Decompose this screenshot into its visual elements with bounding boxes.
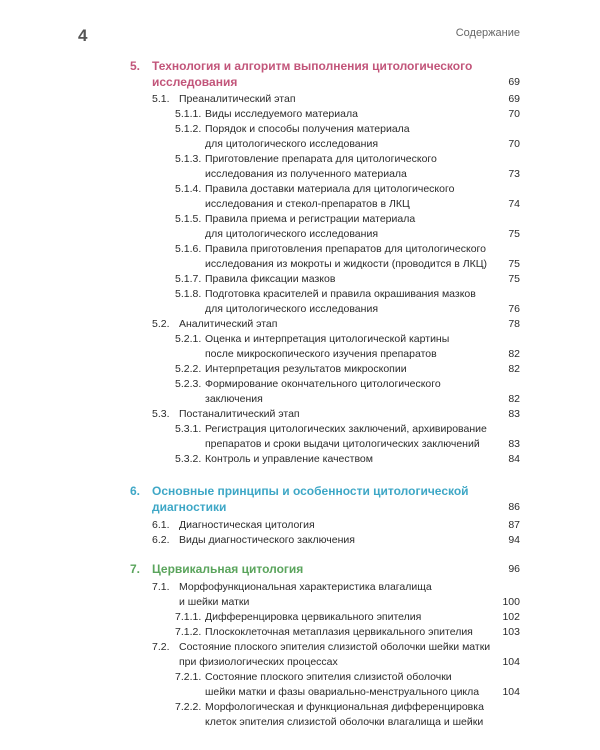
toc-subsection-title-cont: для цитологического исследования (205, 138, 378, 150)
toc-section-5-1[interactable] (152, 92, 520, 106)
toc-page-number: 94 (508, 534, 520, 546)
toc-page-number: 83 (508, 438, 520, 450)
toc-subsection-number: 5.1.2. (175, 123, 202, 135)
toc-subsection-5-2-3[interactable] (175, 377, 520, 391)
toc-section-title: Постаналитический этап (179, 408, 300, 420)
toc-subsection-title: Правила доставки материала для цитологического (205, 183, 455, 195)
toc-subsection-5-1-1[interactable] (175, 107, 520, 121)
toc-subsection-5-2-1-cont[interactable] (205, 347, 520, 361)
toc-subsection-number: 7.1.2. (175, 626, 202, 638)
toc-chapter-title: Цервикальная цитология (152, 562, 304, 576)
toc-page-number: 73 (508, 168, 520, 180)
toc-page-number: 78 (508, 318, 520, 330)
toc-page-number: 104 (502, 686, 520, 698)
toc-page-number: 76 (508, 303, 520, 315)
toc-page-number: 75 (508, 228, 520, 240)
toc-subsection-number: 5.1.5. (175, 213, 202, 225)
running-title: Содержание (455, 27, 520, 39)
toc-subsection-5-1-8-cont[interactable] (205, 302, 520, 316)
toc-subsection-5-1-5[interactable] (175, 212, 520, 226)
toc-subsection-5-2-2[interactable] (175, 362, 520, 376)
toc-section-title: Диагностическая цитология (179, 519, 315, 531)
toc-chapter-7[interactable] (130, 561, 520, 577)
toc-section-number: 6.1. (152, 519, 170, 531)
toc-section-number: 5.1. (152, 93, 170, 105)
toc-page-number: 69 (508, 93, 520, 105)
toc-subsection-5-3-1[interactable] (175, 422, 520, 436)
toc-subsection-number: 5.2.2. (175, 363, 202, 375)
toc-page-number: 82 (508, 348, 520, 360)
toc-subsection-5-3-1-cont[interactable] (205, 437, 520, 451)
toc-subsection-7-1-2[interactable] (175, 625, 520, 639)
toc-section-5-2[interactable] (152, 317, 520, 331)
toc-section-7-2[interactable] (152, 640, 520, 654)
toc-section-6-2[interactable] (152, 533, 520, 547)
toc-subsection-5-1-6-cont[interactable] (205, 257, 520, 271)
toc-subsection-title-cont: исследования из мокроты и жидкости (проводится в ЛКЦ) (205, 258, 488, 270)
toc-section-title-cont: при физиологических процессах (179, 656, 338, 668)
toc-subsection-title: Приготовление препарата для цитологического (205, 153, 437, 165)
toc-subsection-title: Правила приема и регистрации материала (205, 213, 416, 225)
toc-subsection-number: 5.3.1. (175, 423, 202, 435)
page-number: 4 (78, 26, 88, 45)
toc-subsection-number: 5.1.1. (175, 108, 202, 120)
toc-subsection-5-1-4-cont[interactable] (205, 197, 520, 211)
toc-subsection-number: 7.2.2. (175, 701, 202, 713)
toc-page-number: 69 (508, 76, 520, 88)
toc-page-number: 102 (502, 611, 520, 623)
toc-section-6-1[interactable] (152, 518, 520, 532)
toc-page-number: 87 (508, 519, 520, 531)
toc-chapter-title-cont: диагностики (152, 500, 227, 514)
toc-chapter-6-cont[interactable] (152, 499, 520, 515)
toc-section-7-1[interactable] (152, 580, 520, 594)
toc-page-number: 82 (508, 393, 520, 405)
toc-subsection-7-1-1[interactable] (175, 610, 520, 624)
toc-section-number: 6.2. (152, 534, 170, 546)
toc-section-title-cont: и шейки матки (179, 596, 250, 608)
toc-subsection-number: 7.1.1. (175, 611, 202, 623)
toc-subsection-5-2-3-cont[interactable] (205, 392, 520, 406)
toc-subsection-number: 5.1.3. (175, 153, 202, 165)
toc-chapter-title: Основные принципы и особенности цитологической (152, 484, 469, 498)
toc-subsection-number: 5.3.2. (175, 453, 202, 465)
toc-section-number: 7.1. (152, 581, 170, 593)
toc-page-number: 82 (508, 363, 520, 375)
toc-section-title: Морфофункциональная характеристика влагалища (179, 581, 432, 593)
toc-page-number: 100 (502, 596, 520, 608)
toc-section-7-1-cont[interactable] (179, 595, 520, 609)
toc-page-number: 75 (508, 258, 520, 270)
toc-page-number: 74 (508, 198, 520, 210)
toc-subsection-title-cont: исследования из полученного материала (205, 168, 407, 180)
toc-section-title: Преаналитический этап (179, 93, 296, 105)
toc-subsection-number: 7.2.1. (175, 671, 202, 683)
toc-subsection-5-1-4[interactable] (175, 182, 520, 196)
toc-chapter-5-cont[interactable] (152, 74, 520, 90)
toc-subsection-title-cont: для цитологического исследования (205, 303, 378, 315)
toc-subsection-title: Состояние плоского эпителия слизистой оболочки (205, 671, 452, 683)
toc-section-title: Аналитический этап (179, 318, 278, 330)
toc-section-number: 7.2. (152, 641, 170, 653)
toc-subsection-number: 5.1.4. (175, 183, 202, 195)
toc-subsection-number: 5.1.8. (175, 288, 202, 300)
toc-page-number: 83 (508, 408, 520, 420)
toc-chapter-number: 6. (130, 484, 141, 498)
toc-subsection-title-cont: исследования и стекол-препаратов в ЛКЦ (205, 198, 410, 210)
toc-subsection-title: Морфологическая и функциональная дифференцировка (205, 701, 484, 713)
toc-page-number: 96 (508, 563, 520, 575)
toc-page-number: 70 (508, 138, 520, 150)
toc-subsection-title: Плоскоклеточная метаплазия цервикального эпителия (205, 626, 473, 638)
toc-subsection-number: 5.2.3. (175, 378, 202, 390)
toc-subsection-title: Дифференцировка цервикального эпителия (205, 611, 422, 623)
toc-subsection-title: Оценка и интерпретация цитологической картины (205, 333, 450, 345)
toc-subsection-title-cont: после микроскопического изучения препаратов (205, 348, 437, 360)
toc-subsection-7-2-1[interactable] (175, 670, 520, 684)
toc-chapter-title: Технология и алгоритм выполнения цитологического (152, 59, 473, 73)
toc-chapter-number: 7. (130, 562, 141, 576)
toc-subsection-title: Регистрация цитологических заключений, архивирование (205, 423, 487, 435)
toc-subsection-5-1-2[interactable] (175, 122, 520, 136)
toc-subsection-title: Подготовка красителей и правила окрашивания мазков (205, 288, 476, 300)
toc-subsection-title: Правила приготовления препаратов для цитологического (205, 243, 486, 255)
toc-subsection-5-3-2[interactable] (175, 452, 520, 466)
toc-subsection-number: 5.2.1. (175, 333, 202, 345)
toc-subsection-title: Формирование окончательного цитологического (205, 378, 441, 390)
toc-chapter-number: 5. (130, 59, 141, 73)
toc-subsection-5-1-5-cont[interactable] (205, 227, 520, 241)
toc-section-5-3[interactable] (152, 407, 520, 421)
toc-subsection-title-cont: шейки матки и фазы овариально-менструального цикла (205, 686, 480, 698)
toc-page-number: 104 (502, 656, 520, 668)
toc-subsection-5-1-8[interactable] (175, 287, 520, 301)
toc-chapter-title-cont: исследования (152, 75, 238, 89)
toc-subsection-7-2-2-cont[interactable] (205, 715, 520, 729)
toc-page-number: 75 (508, 273, 520, 285)
toc-subsection-5-1-2-cont[interactable] (205, 137, 520, 151)
toc-section-7-2-cont[interactable] (179, 655, 520, 669)
toc-chapter-5[interactable] (130, 58, 520, 74)
toc-subsection-number: 5.1.7. (175, 273, 202, 285)
toc-subsection-title: Правила фиксации мазков (205, 273, 336, 285)
toc-section-title: Виды диагностического заключения (179, 534, 355, 546)
toc-subsection-title-cont: заключения (205, 393, 263, 405)
toc-page-number: 86 (508, 501, 520, 513)
toc-chapter-6[interactable] (130, 483, 520, 499)
toc-subsection-7-2-1-cont[interactable] (205, 685, 520, 699)
toc-section-title: Состояние плоского эпителия слизистой оболочки шейки матки (179, 641, 491, 653)
toc-subsection-title-cont: клеток эпителия слизистой оболочки влагалища и шейки (205, 716, 484, 728)
toc-subsection-5-1-7[interactable] (175, 272, 520, 286)
toc-subsection-5-1-3-cont[interactable] (205, 167, 520, 181)
toc-subsection-5-1-6[interactable] (175, 242, 520, 256)
toc-subsection-title-cont: для цитологического исследования (205, 228, 378, 240)
toc-subsection-5-1-3[interactable] (175, 152, 520, 166)
toc-subsection-title: Порядок и способы получения материала (205, 123, 410, 135)
toc-subsection-title: Интерпретация результатов микроскопии (205, 363, 407, 375)
toc-page-number: 84 (508, 453, 520, 465)
toc-subsection-title: Контроль и управление качеством (205, 453, 373, 465)
toc-page-number: 70 (508, 108, 520, 120)
toc-subsection-title: Виды исследуемого материала (205, 108, 358, 120)
toc-section-number: 5.2. (152, 318, 170, 330)
toc-subsection-5-2-1[interactable] (175, 332, 520, 346)
toc-page-number: 103 (502, 626, 520, 638)
toc-subsection-number: 5.1.6. (175, 243, 202, 255)
toc-subsection-title-cont: препаратов и сроки выдачи цитологических заключений (205, 438, 480, 450)
toc-section-number: 5.3. (152, 408, 170, 420)
toc-subsection-7-2-2[interactable] (175, 700, 520, 714)
